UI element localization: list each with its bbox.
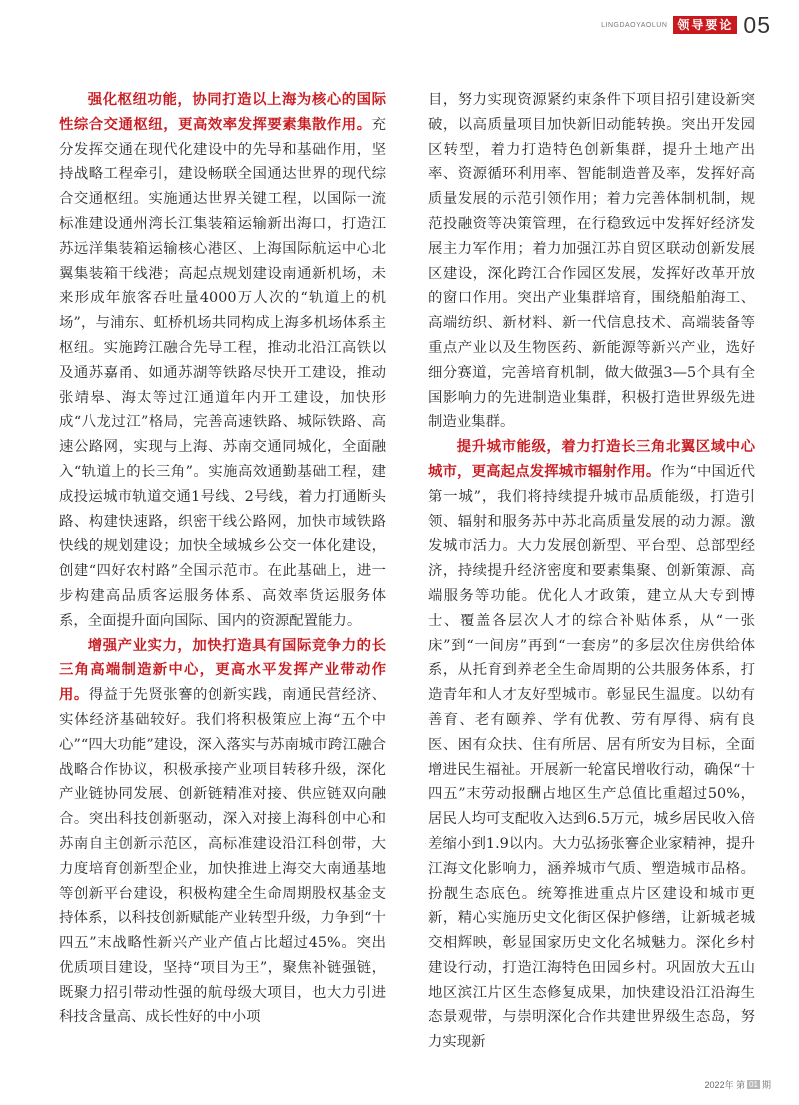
issue-number-box: 01 bbox=[749, 1080, 758, 1089]
page-header bbox=[601, 10, 771, 40]
issue-year: 2022年 第 bbox=[704, 1080, 746, 1090]
issue-suffix: 期 bbox=[761, 1080, 771, 1090]
paragraph-heading: 提升城市能级，着力打造长三角北翼区域中心城市，更高起点发挥城市辐射作用。 bbox=[428, 439, 755, 480]
left-column bbox=[59, 88, 386, 1030]
page-footer bbox=[705, 1078, 771, 1091]
right-column bbox=[428, 88, 755, 1055]
paragraph-heading: 强化枢纽功能，协同打造以上海为核心的国际性综合交通枢纽，更高效率发挥要素集散作用。 bbox=[59, 92, 386, 133]
page-number: 05 bbox=[743, 11, 771, 38]
paragraph bbox=[59, 88, 386, 634]
column-pinyin: LINGDAOYAOLUN bbox=[601, 21, 668, 29]
paragraph bbox=[59, 634, 386, 1031]
paragraph-body: 作为“中国近代第一城”，我们将持续提升城市品质能级，打造引领、辐射和服务苏中苏北高质量发展的动力源。激发城市活力。大力发展创新型、平台型、总部型经济，持续提升经济密度和要素集聚、创新策源、高端服务等功能。优化人才政策，建立从大专到博士、覆盖各层次人才的综合补贴体系，从“一张床”到“一间房”再到“一套房”的多层次住房供给体系，从托育到养老全生命周期的公共服务体系，打造青年和人才友好型城市。彰显民生温度。以幼有善育、老有颐养、学有优教、劳有厚得、病有良医、困有众扶、住有所居、居有所安为目标，全面增进民生福祉。开展新一轮富民增收行动，确保“十四五”末劳动报酬占地区生产总值比重超过50%，居民人均可支配收入达到6.5万元，城乡居民收入倍差缩小到1.9以内。大力弘扬张謇企业家精神，提升江海文化影响力，涵养城市气质、塑造城市品格。扮靓生态底色。统筹推进重点片区建设和城市更新，精心实施历史文化街区保护修缮，让新城老城交相辉映，彰显国家历史文化名城魅力。深化乡村建设行动，打造江海特色田园乡村。巩固放大五山地区滨江片区生态修复成果，加快建设沿江沿海生态景观带，与崇明深化合作共建世界级生态岛，努力实现新 bbox=[428, 463, 755, 1051]
paragraph-heading: 增强产业实力，加快打造具有国际竞争力的长三角高端制造新中心，更高水平发挥产业带动作用。 bbox=[59, 637, 386, 704]
column-name-badge: 领导要论 bbox=[673, 16, 737, 34]
paragraph-body: 得益于先贤张謇的创新实践，南通民营经济、实体经济基础较好。我们将积极策应上海“五个中心”“四大功能”建设，深入落实与苏南城市跨江融合战略合作协议，积极承接产业项目转移升级，深化产业链协同发展、创新链精准对接、供应链双向融合。突出科技创新驱动，深入对接上海科创中心和苏南自主创新示范区，高标准建设沿江科创带，大力度培育创新型企业，加快推进上海交大南通基地等创新平台建设，积极构建全生命周期股权基金支持体系，以科技创新赋能产业转型升级，力争到“十四五”末战略性新兴产业产值占比超过45%。突出优质项目建设，坚持“项目为王”，聚焦补链强链，既聚力招引带动性强的航母级大项目，也大力引进科技含量高、成长性好的中小项 bbox=[59, 687, 386, 1026]
paragraph-body: 目，努力实现资源紧约束条件下项目招引建设新突破，以高质量项目加快新旧动能转换。突出开发园区转型，着力打造特色创新集群，提升土地产出率、资源循环利用率、智能制造普及率，发挥好高质量发展的示范引领作用；着力完善体制机制，规范投融资等决策管理，在行稳致远中发挥好经济发展主力军作用；着力加强江苏自贸区联动创新发展区建设，深化跨江合作园区发展，发挥好改革开放的窗口作用。突出产业集群培育，围绕船舶海工、高端纺织、新材料、新一代信息技术、高端装备等重点产业以及生物医药、新能源等新兴产业，选好细分赛道，完善培育机制，做大做强3—5个具有全国影响力的先进制造业集群，积极打造世界级先进制造业集群。 bbox=[428, 92, 755, 431]
paragraph-continued bbox=[428, 88, 755, 435]
paragraph bbox=[428, 435, 755, 1055]
paragraph-body: 充分发挥交通在现代化建设中的先导和基础作用，坚持战略工程牵引，建设畅联全国通达世界的现代综合交通枢纽。实施通达世界关键工程，以国际一流标准建设通州湾长江集装箱运输新出海口，打造江苏远洋集装箱运输核心港区、上海国际航运中心北翼集装箱干线港；高起点规划建设南通新机场，未来形成年旅客吞吐量4000万人次的“轨道上的机场”，与浦东、虹桥机场共同构成上海多机场体系主枢纽。实施跨江融合先导工程，推动北沿江高铁以及通苏嘉甬、如通苏湖等铁路尽快开工建设，推动张靖皋、海太等过江通道年内开工建设，加快形成“八龙过江”格局，完善高速铁路、城际铁路、高速公路网，实现与上海、苏南交通同城化，全面融入“轨道上的长三角”。实施高效通勤基础工程，建成投运城市轨道交通1号线、2号线，着力打通断头路、构建快速路，织密干线公路网，加快市域铁路快线的规划建设；加快全域城乡公交一体化建设，创建“四好农村路”全国示范市。在此基础上，进一步构建高品质客运服务体系、高效率货运服务体系，全面提升面向国际、国内的资源配置能力。 bbox=[59, 116, 386, 629]
